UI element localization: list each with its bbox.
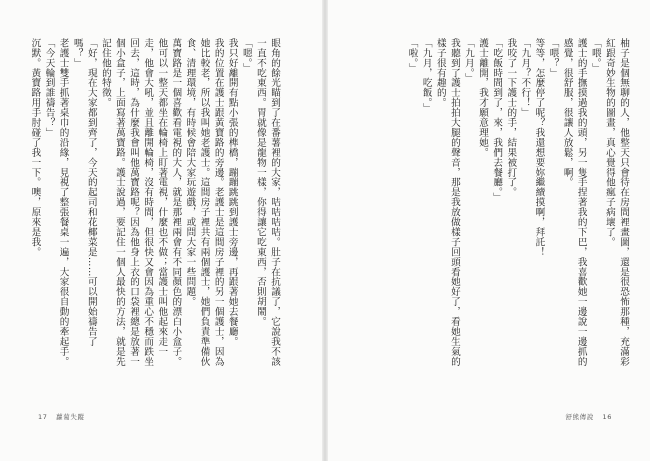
paragraph: 「吃飯時間到了，來，我們去餐廳。」 [491, 38, 503, 203]
paragraph: 眼角的餘光瞄到了在番薯裡的大家，咭咭咭咭。肚子在抗議了，它說我不該一直不吃東西。胃就像是龍物一樣，你得讓它吃東西，否則胡鬧。 [254, 38, 280, 367]
right-folio [565, 412, 618, 421]
right-page [325, 0, 650, 461]
paragraph: 護士離開，我才願意理她。 [477, 38, 489, 158]
paragraph: 「今天輪到誰禱告？」 [43, 38, 55, 138]
paragraph: 等等，怎麼停了呢？我還想要妳繼續摸啊，拜託！ [533, 38, 545, 257]
paragraph: 「九月？不行！」 [519, 38, 531, 118]
paragraph: 我的位置在護士跟黃寶路的旁邊。老護士是這間房子裡的另一個護士，因為她比較老，所以我叫她老護士。這間房子裡共有兩個護士，她們負責準備伙食、清理環境，有時候會陪大家玩遊戲，或問大家一些問題。 [184, 38, 224, 367]
book-gutter [322, 0, 328, 461]
paragraph: 沉默。黃寶路用手肘碰了我一下。噢，原來是我。 [29, 38, 41, 257]
running-title: 舒熊傳說 [565, 413, 594, 421]
paragraph: 萬寶路是一個喜歡看電視的大人，就是那裡兩會有不同顏色的漂白小盒子。他可以一整天都坐在輪椅上盯著電視，什麼也不做；當護士叫他起來走一走，他會大吼，並且離開輪椅，沒有時間，但很快又會因為重心不穩而跌坐回去，這時，為什麼我會叫他萬寶路呢？因為他身上衣的口袋裡總是放著一個小盒子，上面寫著萬寶路。護士說過，要記住一個人最快的方法，就是先記住他的特徵。 [99, 38, 182, 367]
paragraph: 「九月，吃飯。」 [420, 38, 432, 113]
paragraph: 柚子是個無聊的人，他整天只會待在房間裡畫圖，還是很恐怖那種，充滿彩紅跟奇妙生物的圖畫，真心覺得他瘋子病壞了。 [603, 38, 629, 367]
paragraph: 我只好離開有點小張的榫橋，蹦蹦跳跳到護士旁邊，再跟著她去餐廳。 [226, 38, 238, 347]
paragraph: 「嗯。」 [240, 38, 252, 73]
right-page-text [362, 38, 630, 368]
paragraph: 「喂？」 [547, 38, 559, 78]
left-folio [32, 412, 85, 421]
paragraph: 「啦。」 [406, 38, 418, 73]
paragraph: 「喂。」 [589, 38, 601, 73]
page-number: 16 [602, 413, 612, 421]
paragraph: 「好，現在大家都到齊了，今天的起司和花椰菜是……可以開始禱告了嗎？」 [71, 38, 97, 347]
paragraph: 護士的手撫摸過我的頭，另一隻手捏著我的下巴，我喜歡她一邊說一邊抓的感覺，很舒服，很讓人放鬆，啊。 [561, 38, 587, 367]
left-page-text [21, 38, 281, 368]
paragraph: 「九月。」 [462, 38, 474, 83]
paragraph: 老護士雙手抓著桌巾的沿緣，見視了整張餐桌一遍，大家很自動的牽起手。 [57, 38, 69, 367]
page-number: 17 [38, 413, 48, 421]
paragraph: 我聽到了護士拍拍大腿的聲音，那是我放做樣子回頭看她好了，看她生氣的樣子很有趣的。 [434, 38, 460, 367]
running-title: 蘿蔔失蹤 [56, 413, 85, 421]
paragraph: 我咬了一下護士的手，結果被打了。 [505, 38, 517, 198]
